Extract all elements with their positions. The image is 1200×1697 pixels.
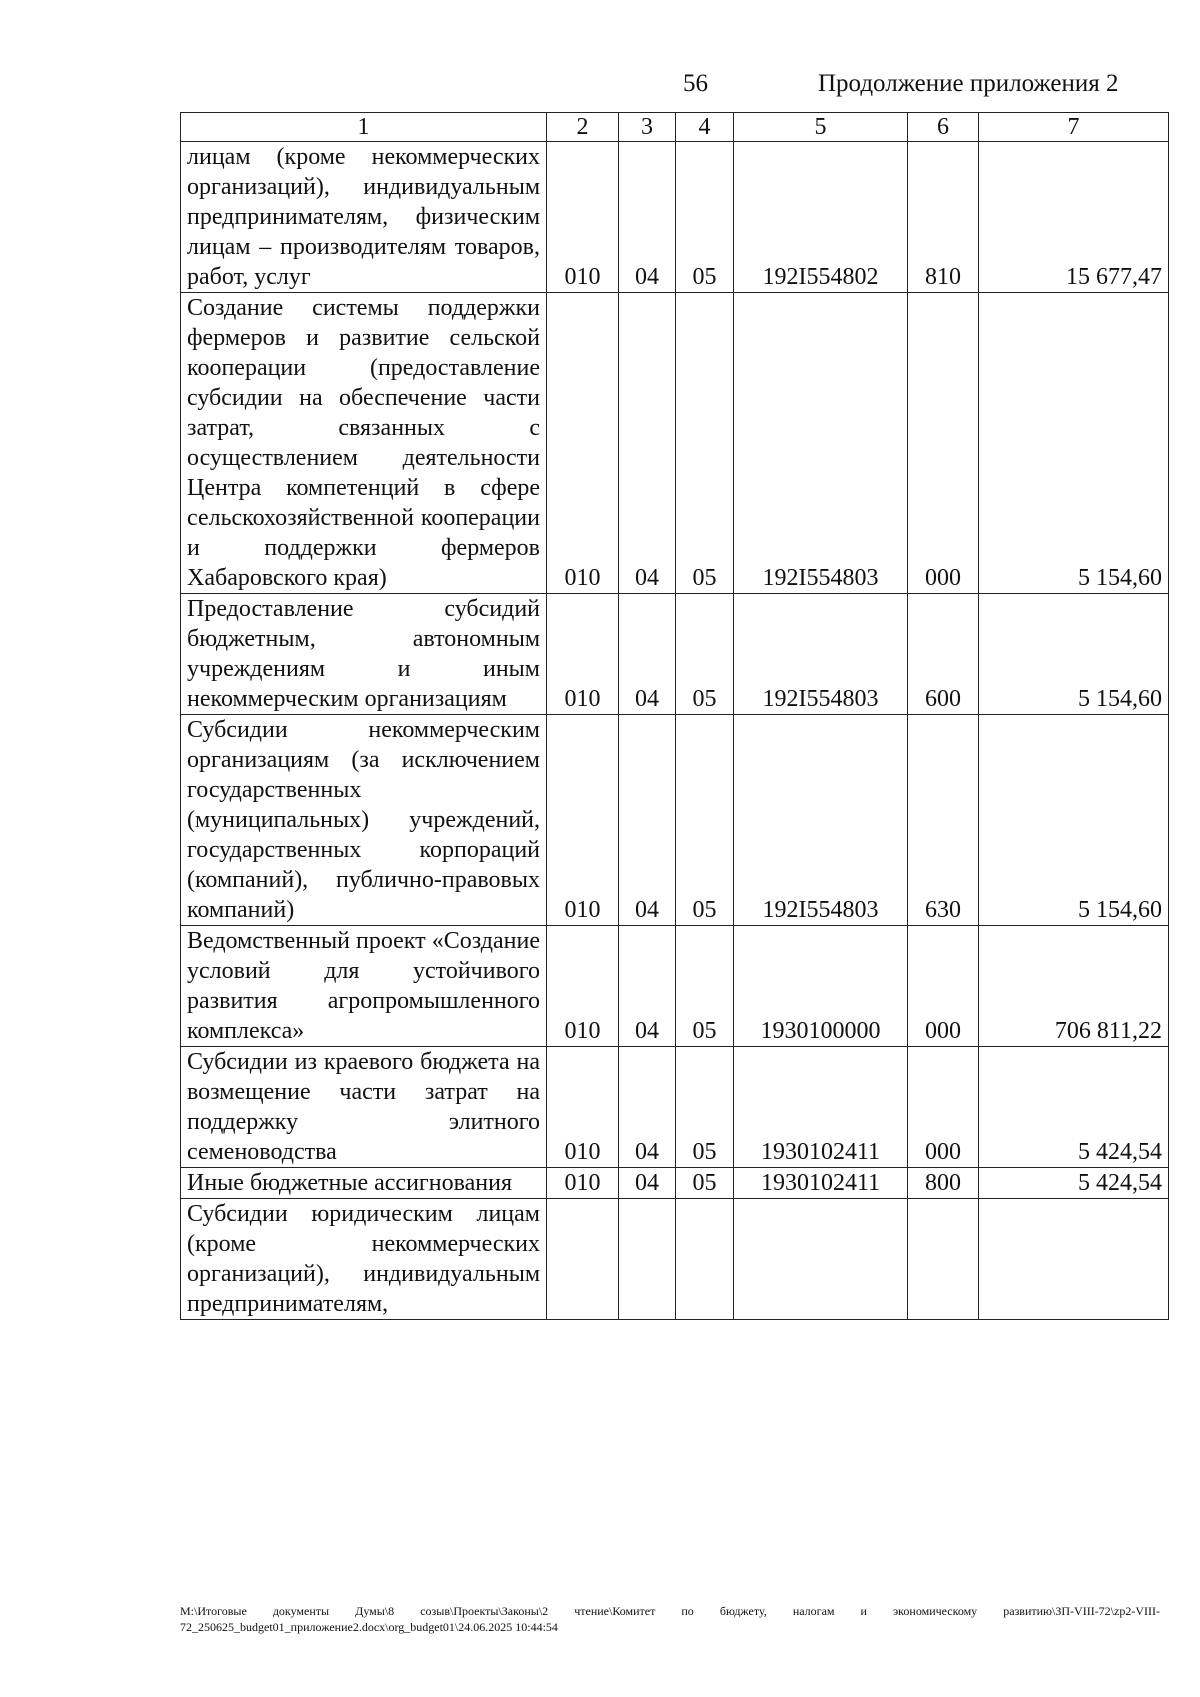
cell-expense-type: 000 [908, 293, 979, 594]
cell-target-code [734, 1199, 908, 1320]
table-row [181, 293, 1169, 594]
cell-subsection-code: 05 [676, 926, 734, 1047]
file-path-footer: M:\Итоговые документы Думы\8 созыв\Проекты\Законы\2 чтение\Комитет по бюджету, налогам и экономическому развитию\ЗП-VIII-72\zp2-VIII-72_250625_budget01_приложение2.docx\org_budget01\24.06.2025 10:44:54 [180, 1604, 1160, 1634]
cell-expense-type: 000 [908, 1047, 979, 1168]
cell-target-code: 1930100000 [734, 926, 908, 1047]
cell-expense-type: 800 [908, 1168, 979, 1199]
cell-subsection-code: 05 [676, 1168, 734, 1199]
cell-ministry-code [547, 1199, 619, 1320]
table-header-row [181, 113, 1169, 142]
cell-subsection-code [676, 1199, 734, 1320]
cell-section-code: 04 [619, 1047, 676, 1168]
cell-amount: 5 154,60 [979, 293, 1169, 594]
cell-expense-type: 810 [908, 142, 979, 293]
row-description: Иные бюджетные ассигнования [181, 1168, 547, 1199]
cell-ministry-code: 010 [547, 715, 619, 926]
cell-amount: 706 811,22 [979, 926, 1169, 1047]
cell-target-code: 1930102411 [734, 1168, 908, 1199]
row-description: Субсидии из краевого бюджета на возмещение части затрат на поддержку элитного семеноводства [181, 1047, 547, 1168]
cell-section-code: 04 [619, 715, 676, 926]
continuation-heading: Продолжение приложения 2 [818, 70, 1119, 97]
column-header: 1 [181, 113, 547, 142]
table-row [181, 142, 1169, 293]
cell-expense-type [908, 1199, 979, 1320]
cell-ministry-code: 010 [547, 142, 619, 293]
cell-target-code: 192I554803 [734, 715, 908, 926]
table-row [181, 1199, 1169, 1320]
cell-subsection-code: 05 [676, 142, 734, 293]
cell-subsection-code: 05 [676, 715, 734, 926]
cell-amount: 5 424,54 [979, 1168, 1169, 1199]
cell-section-code: 04 [619, 594, 676, 715]
cell-subsection-code: 05 [676, 1047, 734, 1168]
cell-expense-type: 600 [908, 594, 979, 715]
column-header: 7 [979, 113, 1169, 142]
row-description: Субсидии некоммерческим организациям (за исключением государственных (муниципальных) учреждений, государственных корпораций (компаний), публично-правовых компаний) [181, 715, 547, 926]
cell-section-code [619, 1199, 676, 1320]
cell-expense-type: 630 [908, 715, 979, 926]
cell-amount [979, 1199, 1169, 1320]
row-description: Создание системы поддержки фермеров и развитие сельской кооперации (предоставление субсидии на обеспечение части затрат, связанных с осуществлением деятельности Центра компетенций в сфере сельскохозяйственной кооперации и поддержки фермеров Хабаровского края) [181, 293, 547, 594]
cell-ministry-code: 010 [547, 293, 619, 594]
column-header: 5 [734, 113, 908, 142]
cell-amount: 5 424,54 [979, 1047, 1169, 1168]
cell-target-code: 192I554802 [734, 142, 908, 293]
cell-section-code: 04 [619, 142, 676, 293]
column-header: 2 [547, 113, 619, 142]
row-description: лицам (кроме некоммерческих организаций), индивидуальным предпринимателям, физическим лицам – производителям товаров, работ, услуг [181, 142, 547, 293]
column-header: 6 [908, 113, 979, 142]
cell-target-code: 192I554803 [734, 293, 908, 594]
budget-table [180, 112, 1169, 1320]
table-row [181, 1047, 1169, 1168]
table-row [181, 926, 1169, 1047]
cell-ministry-code: 010 [547, 1047, 619, 1168]
cell-section-code: 04 [619, 926, 676, 1047]
cell-ministry-code: 010 [547, 1168, 619, 1199]
cell-section-code: 04 [619, 293, 676, 594]
table-row [181, 715, 1169, 926]
cell-amount: 5 154,60 [979, 594, 1169, 715]
cell-target-code: 1930102411 [734, 1047, 908, 1168]
cell-amount: 15 677,47 [979, 142, 1169, 293]
page-number: 56 [683, 70, 708, 97]
column-header: 4 [676, 113, 734, 142]
cell-ministry-code: 010 [547, 594, 619, 715]
cell-amount: 5 154,60 [979, 715, 1169, 926]
row-description: Предоставление субсидий бюджетным, автономным учреждениям и иным некоммерческим организациям [181, 594, 547, 715]
column-header: 3 [619, 113, 676, 142]
table-row [181, 594, 1169, 715]
cell-target-code: 192I554803 [734, 594, 908, 715]
row-description: Ведомственный проект «Создание условий для устойчивого развития агропромышленного комплекса» [181, 926, 547, 1047]
cell-expense-type: 000 [908, 926, 979, 1047]
cell-ministry-code: 010 [547, 926, 619, 1047]
table-row [181, 1168, 1169, 1199]
row-description: Субсидии юридическим лицам (кроме некоммерческих организаций), индивидуальным предпринимателям, [181, 1199, 547, 1320]
cell-section-code: 04 [619, 1168, 676, 1199]
cell-subsection-code: 05 [676, 293, 734, 594]
cell-subsection-code: 05 [676, 594, 734, 715]
